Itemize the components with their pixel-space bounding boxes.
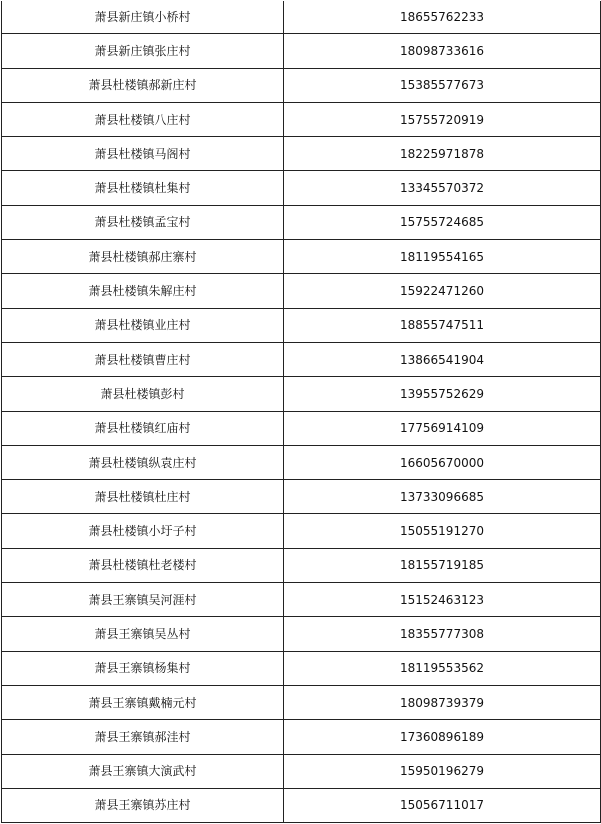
village-name-cell: 萧县杜楼镇小圩子村 <box>2 514 284 548</box>
village-name-cell: 萧县王寨镇吴河涯村 <box>2 583 284 617</box>
table-row <box>2 205 601 239</box>
phone-number-cell: 17360896189 <box>284 720 601 754</box>
phone-number-cell: 15922471260 <box>284 274 601 308</box>
contact-table-page <box>1 1 599 823</box>
table-row <box>2 411 601 445</box>
village-name-cell: 萧县新庄镇张庄村 <box>2 34 284 68</box>
phone-number-cell: 13733096685 <box>284 480 601 514</box>
table-row <box>2 720 601 754</box>
village-name-cell: 萧县王寨镇苏庄村 <box>2 788 284 822</box>
table-row <box>2 1 601 34</box>
phone-number-cell: 18098739379 <box>284 685 601 719</box>
phone-number-cell: 16605670000 <box>284 445 601 479</box>
table-row <box>2 445 601 479</box>
table-row <box>2 617 601 651</box>
village-name-cell: 萧县杜楼镇杜集村 <box>2 171 284 205</box>
village-name-cell: 萧县王寨镇杨集村 <box>2 651 284 685</box>
phone-number-cell: 17756914109 <box>284 411 601 445</box>
village-name-cell: 萧县杜楼镇郝新庄村 <box>2 68 284 102</box>
phone-number-cell: 18855747511 <box>284 308 601 342</box>
village-name-cell: 萧县杜楼镇杜老楼村 <box>2 548 284 582</box>
village-contact-table <box>1 1 601 823</box>
table-row <box>2 685 601 719</box>
village-name-cell: 萧县杜楼镇业庄村 <box>2 308 284 342</box>
village-name-cell: 萧县新庄镇小桥村 <box>2 1 284 34</box>
table-row <box>2 548 601 582</box>
village-name-cell: 萧县杜楼镇孟宝村 <box>2 205 284 239</box>
table-row <box>2 651 601 685</box>
table-row <box>2 34 601 68</box>
phone-number-cell: 15755720919 <box>284 102 601 136</box>
phone-number-cell: 15385577673 <box>284 68 601 102</box>
phone-number-cell: 13345570372 <box>284 171 601 205</box>
phone-number-cell: 18098733616 <box>284 34 601 68</box>
village-name-cell: 萧县杜楼镇八庄村 <box>2 102 284 136</box>
village-name-cell: 萧县杜楼镇郝庄寨村 <box>2 240 284 274</box>
village-name-cell: 萧县王寨镇大演武村 <box>2 754 284 788</box>
table-row <box>2 274 601 308</box>
table-row <box>2 754 601 788</box>
village-name-cell: 萧县杜楼镇纵袁庄村 <box>2 445 284 479</box>
table-row <box>2 308 601 342</box>
phone-number-cell: 18225971878 <box>284 137 601 171</box>
table-row <box>2 137 601 171</box>
village-name-cell: 萧县杜楼镇朱解庄村 <box>2 274 284 308</box>
phone-number-cell: 18655762233 <box>284 1 601 34</box>
table-row <box>2 583 601 617</box>
table-row <box>2 377 601 411</box>
phone-number-cell: 18355777308 <box>284 617 601 651</box>
table-row <box>2 171 601 205</box>
phone-number-cell: 15056711017 <box>284 788 601 822</box>
village-name-cell: 萧县王寨镇郝洼村 <box>2 720 284 754</box>
phone-number-cell: 18119554165 <box>284 240 601 274</box>
village-name-cell: 萧县杜楼镇彭村 <box>2 377 284 411</box>
table-body <box>2 1 601 823</box>
phone-number-cell: 15055191270 <box>284 514 601 548</box>
table-row <box>2 240 601 274</box>
phone-number-cell: 15755724685 <box>284 205 601 239</box>
table-row <box>2 788 601 822</box>
phone-number-cell: 15152463123 <box>284 583 601 617</box>
village-name-cell: 萧县杜楼镇红庙村 <box>2 411 284 445</box>
phone-number-cell: 18155719185 <box>284 548 601 582</box>
phone-number-cell: 13866541904 <box>284 342 601 376</box>
phone-number-cell: 13955752629 <box>284 377 601 411</box>
phone-number-cell: 15950196279 <box>284 754 601 788</box>
village-name-cell: 萧县王寨镇戴楠元村 <box>2 685 284 719</box>
phone-number-cell: 18119553562 <box>284 651 601 685</box>
table-row <box>2 514 601 548</box>
table-row <box>2 480 601 514</box>
village-name-cell: 萧县杜楼镇马阁村 <box>2 137 284 171</box>
table-row <box>2 68 601 102</box>
village-name-cell: 萧县王寨镇吴丛村 <box>2 617 284 651</box>
table-row <box>2 342 601 376</box>
village-name-cell: 萧县杜楼镇杜庄村 <box>2 480 284 514</box>
table-row <box>2 102 601 136</box>
village-name-cell: 萧县杜楼镇曹庄村 <box>2 342 284 376</box>
